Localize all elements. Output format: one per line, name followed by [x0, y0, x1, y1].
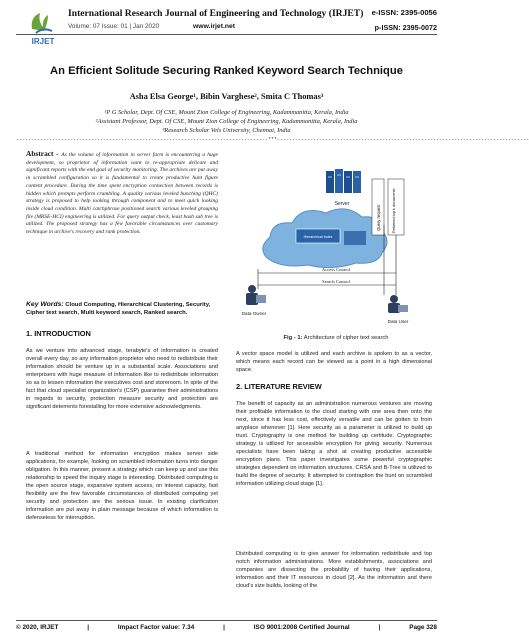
journal-name: International Research Journal of Engineering and Technology (IRJET): [68, 8, 364, 19]
intro-paragraph-1: As we venture into advanced stage, terabyte's of information is created overall every day, so any information proprietor who need to redistribute their information should be venture up in a substantial scale. Associations and enterprisers with huge measure of information like to redistribute information so as to lessen information the executives cost and storeroom. In spite of the fact that cloud specialist organization's (CSP) guarantee their administrations in regards to security, protection measure security and protection are significant deterrents forestalling for more extensive acknowledgments.: [26, 348, 218, 410]
affiliation-3: ³Research Scholar Vels University, Chennai, India: [162, 127, 291, 134]
keywords-label: Key Words:: [26, 301, 64, 308]
keywords-text: Cloud Computing, Hierarchical Clustering, Security, Cipher text search, Multi keyword search, Ranked search.: [26, 302, 211, 316]
cloud-storage-icon: [344, 231, 366, 245]
hierarchical-index-label: Hierarchical Index: [303, 235, 333, 239]
affiliation-2: ²Assistant Professor, Dept. Of CSE, Mount Zion College of Engineering, Kadammanitta, Kerala, India: [95, 118, 358, 125]
footer-impact-factor: Impact Factor value: 7.34: [117, 624, 195, 631]
abstract-label: Abstract: [26, 149, 54, 158]
query-request-label: Query request: [376, 204, 381, 231]
page-footer: [16, 624, 437, 631]
literature-paragraph-2: Distributed computing is to give answer for information redistribute and top notch information administrations. More establishments, associations and companies are dissecting the probability of having their applications, information and their IT resources in cloud [2]. As the information and there cloud's size builds, looking of the: [236, 551, 432, 589]
architecture-figure: [236, 165, 432, 325]
access-control-label: Access Control: [321, 267, 351, 272]
section-separator: ------------------------------------------------------------------------------------***------------------------------------------------------------------------------------: [16, 137, 529, 143]
footer-divider: [16, 620, 437, 621]
irjet-logo-icon: [26, 9, 60, 47]
returned-top-k-label: Returned top k documents: [392, 188, 396, 233]
logo-text: IRJET: [31, 37, 55, 46]
search-control-label: Search Control: [322, 279, 350, 284]
data-owner-label: Data Owner: [241, 311, 267, 316]
e-issn: e-ISSN: 2395-0056: [371, 8, 437, 17]
footer-iso: ISO 9001:2008 Certified Journal: [253, 624, 350, 631]
keywords: [26, 301, 218, 317]
journal-website-link[interactable]: www.irjet.net: [193, 23, 236, 30]
vector-space-paragraph: A vector space model is utilized and each archive is spoken to as a vector, which means each record can be viewed as a point in a high dimensional space.: [236, 351, 432, 373]
abstract-text: As the volume of information in server farm is encountering a huge development, so proprietor of information want to re-appropriate delicate and significant reports with the end goal of security monitoring. The archives are put away in scrambled configuration so it is fundamental to create productive hunt figure content procedure. During the time spent encryption connection between records is hidden which prompts perform crumbling. A quality various leveled bunching (QHC) strategy is proposed to help looking through component and to meet quick looking inside cloud condition. Multi catchphrase positioned search various leveled grouping file (MRSE-HCI) engineering is utilized. For query output check, least hash sub tree is utilized. The proposed strategy has a few favorable circumstances over customary technique in archive's recovery and rank protection.: [26, 152, 218, 236]
paper-authors: Asha Elsa George¹, Bibin Varghese², Smita C Thomas³: [129, 92, 324, 101]
abstract: Abstract - As the volume of information in server farm is encountering a huge development, so proprietor of information want to re-appropriate delicate and significant reports with the end goal of security monitoring. The archives are put away in scrambled configuration so it is fundamental to create productive hunt figure content procedure. During the time spent encryption connection between records is hidden which prompts perform crumbling. A quality various leveled bunching (QHC) strategy is proposed to help looking through component and to meet quick looking inside cloud condition. Multi catchphrase positioned search various leveled grouping file (MRSE-HCI) engineering is utilized. For query output check, least hash sub tree is utilized. The proposed strategy has a few favorable circumstances over customary technique in archive's recovery and rank protection.: [26, 149, 218, 236]
footer-copyright: © 2020, IRJET: [16, 624, 59, 631]
p-issn: p-ISSN: 2395-0072: [374, 23, 437, 32]
footer-separator: |: [223, 624, 225, 631]
footer-separator: |: [87, 624, 90, 631]
affiliation-1: ¹P G Scholar, Dept. Of CSE, Mount Zion College of Engineering, Kadammanitta, Kerala, India: [104, 109, 349, 116]
intro-paragraph-2: A traditional method for information encryption makes server side applications, for example, looking on scrambled information turns into danger obligation. In this manner, present a strategy which can keep up and use this relationship to speed the inquiry stage is interesting. Distributed computing is the open source stage, expansive system access, on interest capacity, fast flexibility are the few favorable circumstances of distributed computing yet security and protection are the serious issue. In existing clarification information are put away in plain message because of which information is defenseless for interruption.: [26, 451, 218, 521]
figure-caption: [236, 335, 436, 341]
data-owner-icon: [246, 285, 266, 305]
server-label: Server: [334, 201, 350, 207]
intro-heading: 1. INTRODUCTION: [26, 329, 91, 338]
literature-review-heading: 2. LITERATURE REVIEW: [236, 382, 322, 391]
literature-paragraph-1: The benefit of capacity as an administration numerous ventures are moving their profitable information to the cloud starting with one area then onto the next, since it has less cost, effectively versatile and can be gotten to from anyplace whenever [1]. Here security as a parameter is utilized to build up trust. Cryptography is one method for building up certitude. Cryptographic strategy is utilized for accessible encryption for giving security. Numerous specialists have been taking a shot at creating productive accessible encryption plans. This paper investigates some powerful cryptographic strategies dependent on information structures. CRSA and B-Tree is utilized to build the degree of security. It attempted to contraption the hunt on scrambled information utilizing cloud stage [1].: [236, 401, 432, 487]
footer-separator: |: [378, 624, 381, 631]
footer-page-number: Page 328: [409, 624, 437, 631]
returned-top-k-box: [388, 179, 404, 235]
figure-caption-label: Fig - 1:: [283, 335, 303, 341]
journal-header: [0, 0, 453, 56]
figure-caption-text: Architecture of cipher text search: [302, 335, 389, 341]
data-user-icon: [388, 295, 408, 313]
volume-issue: Volume: 07 Issue: 01 | Jan 2020: [68, 23, 160, 30]
header-divider: [16, 34, 437, 35]
data-user-label: Data User: [387, 319, 409, 324]
paper-title: An Efficient Solitude Securing Ranked Keyword Search Technique: [50, 65, 403, 77]
server-icon: [326, 169, 361, 193]
